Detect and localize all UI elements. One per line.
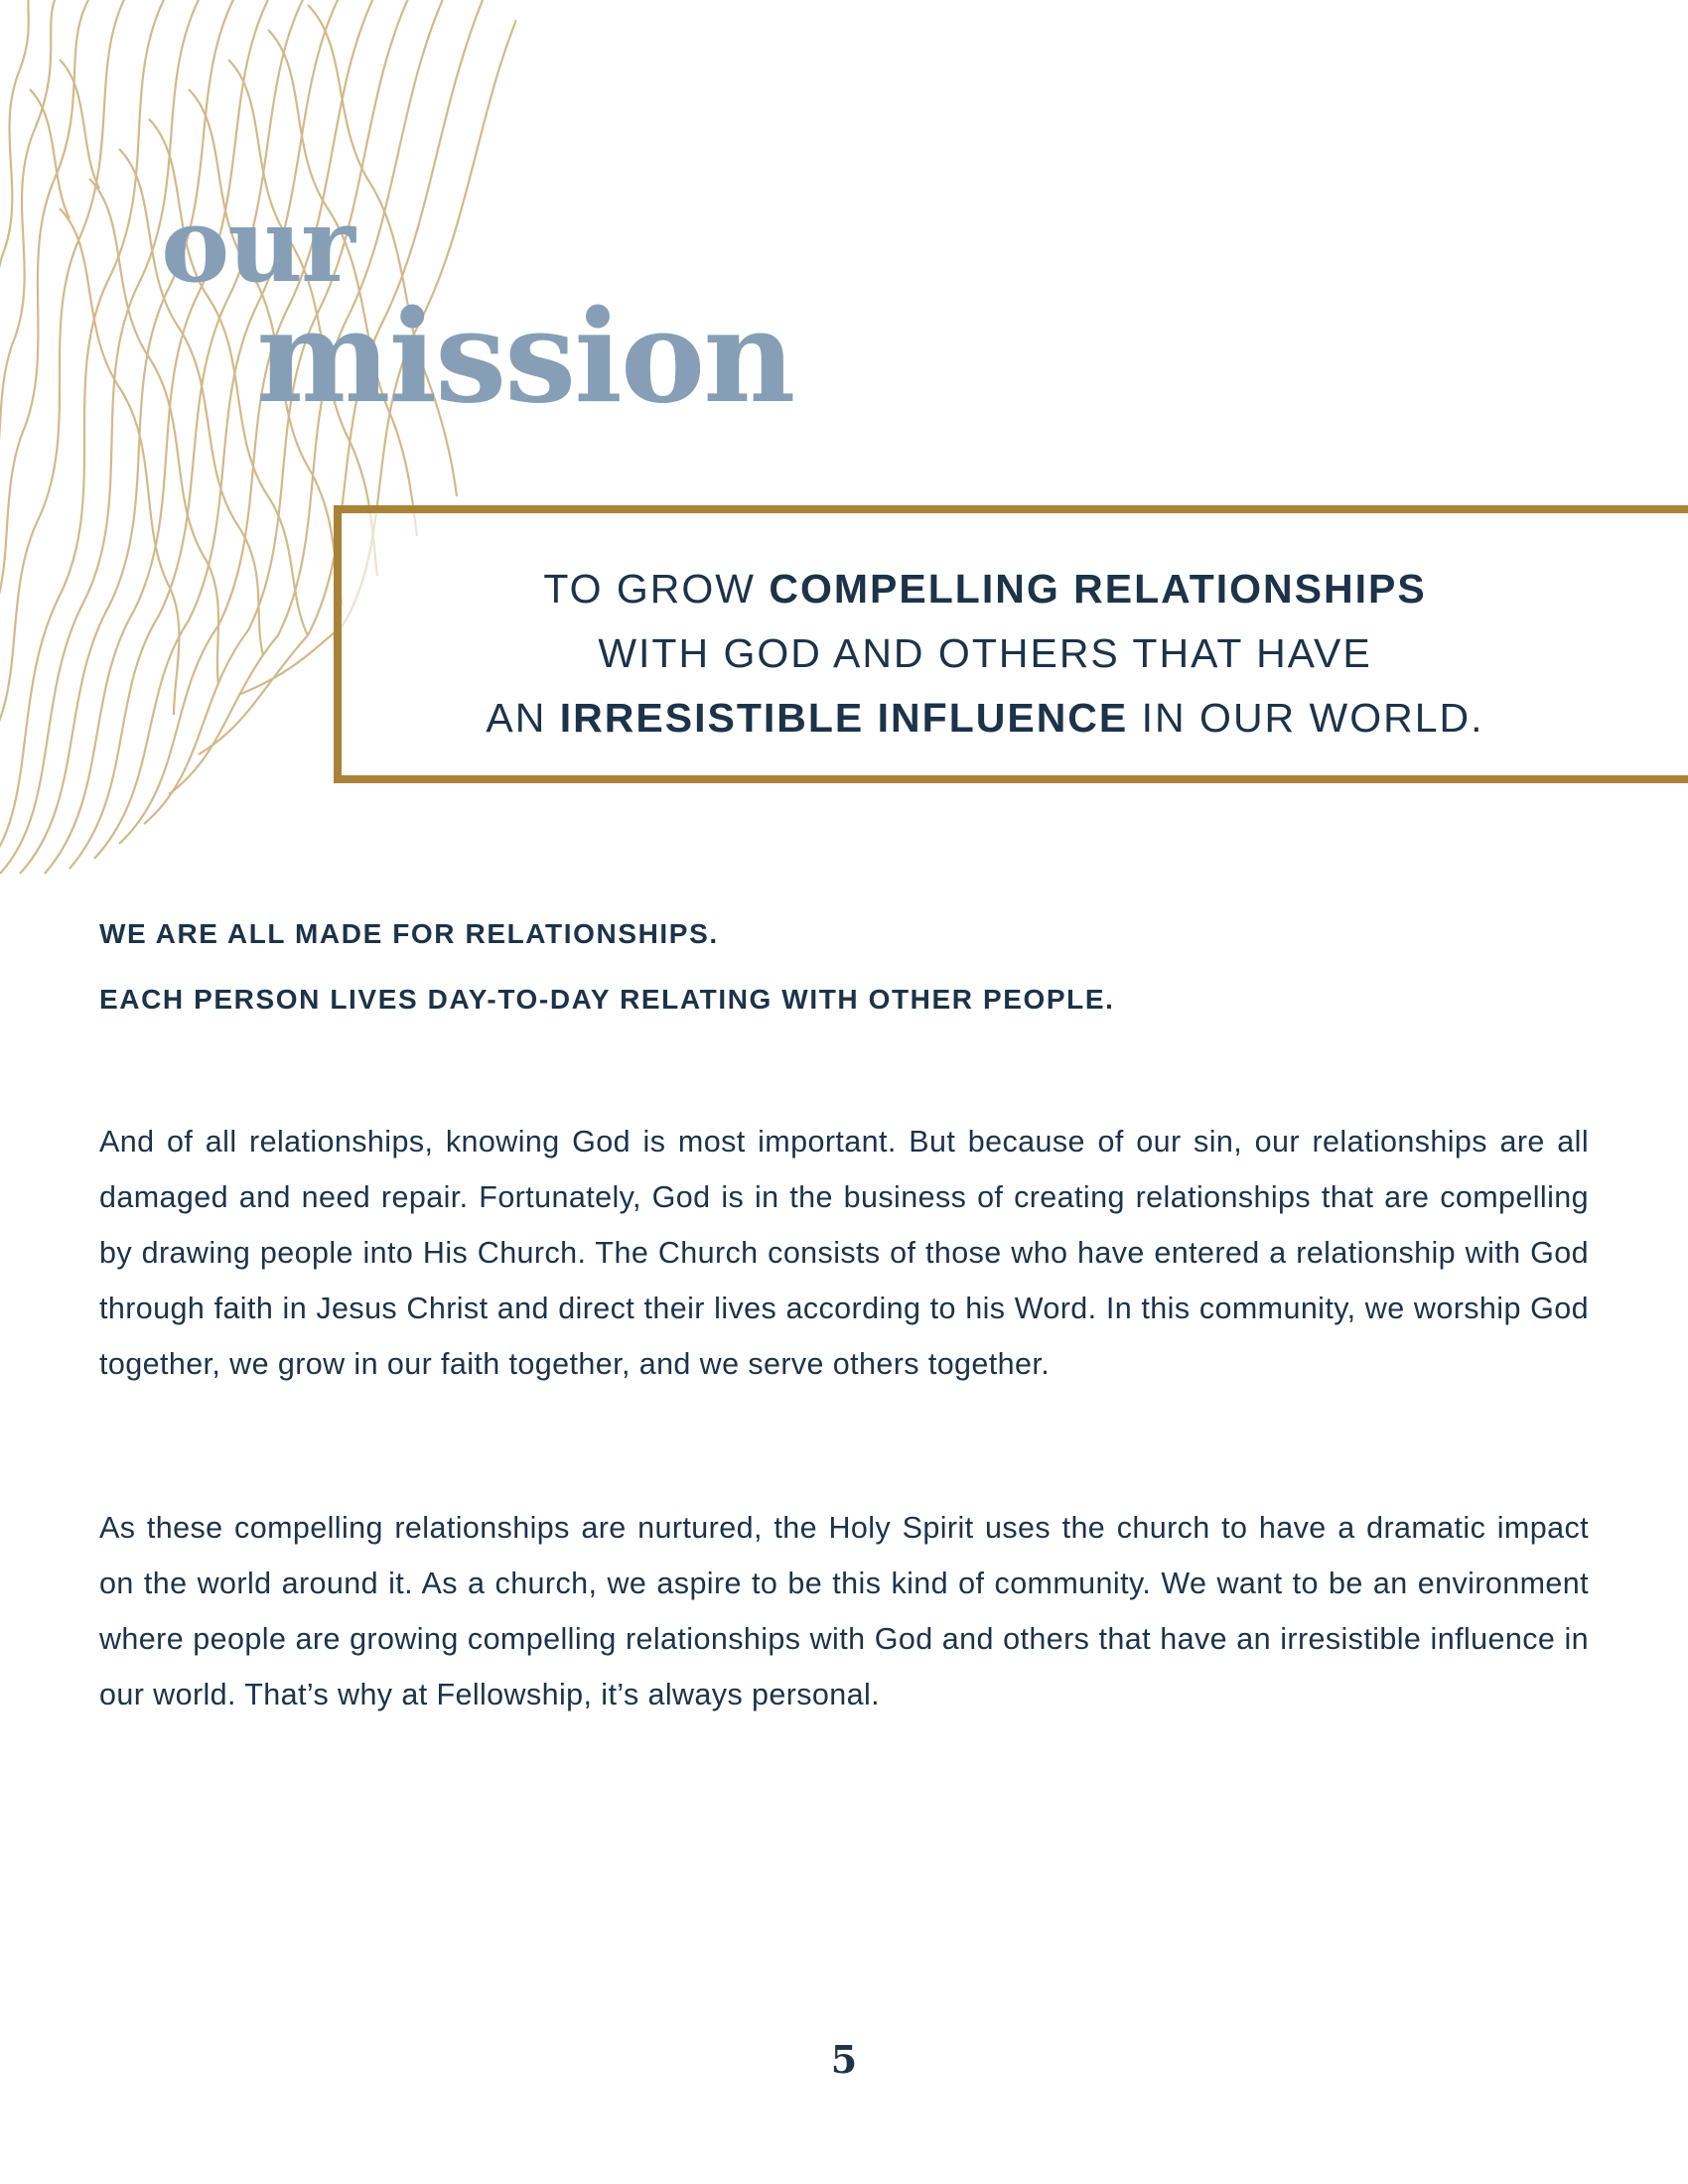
mission-line-1-bold: COMPELLING RELATIONSHIPS: [769, 566, 1427, 612]
body-paragraph-1: And of all relationships, knowing God is most important. But because of our sin, our relationships are all damaged and need repair. Fortunately, God is in the business of creating relationships that are compelling by drawing people into His Church. The Church consists of those who have entered a relationship with God through faith in Jesus Christ and direct their lives according to his Word. In this community, we worship God together, we grow in our faith together, and we serve others together.: [99, 1124, 1589, 1381]
mission-statement: [342, 557, 1628, 751]
mission-line-3: [342, 686, 1628, 751]
title-line-mission: mission: [256, 283, 794, 432]
body-paragraph-2: As these compelling relationships are nurtured, the Holy Spirit uses the church to have a dramatic impact on the world around it. As a church, we aspire to be this kind of community. We want to be an environment where people are growing compelling relationships with God and others that have an irresistible influence in our world. That’s why at Fellowship, it’s always personal.: [99, 1510, 1589, 1711]
headline-relationships: WE ARE ALL MADE FOR RELATIONSHIPS.: [99, 918, 719, 949]
mission-statement-box: [334, 505, 1688, 783]
mission-line-3-pre: AN: [486, 695, 560, 741]
mission-line-1: [342, 557, 1628, 621]
title-line-our: our: [161, 184, 353, 306]
headline-day-to-day: EACH PERSON LIVES DAY-TO-DAY RELATING WITH OTHER PEOPLE.: [99, 984, 1115, 1015]
mission-line-2: WITH GOD AND OTHERS THAT HAVE: [598, 630, 1372, 676]
mission-line-3-bold: IRRESISTIBLE INFLUENCE: [559, 695, 1129, 741]
mission-line-3-post: IN OUR WORLD.: [1128, 695, 1484, 741]
mission-line-1-pre: TO GROW: [543, 566, 770, 612]
page-number: 5: [830, 2037, 858, 2082]
